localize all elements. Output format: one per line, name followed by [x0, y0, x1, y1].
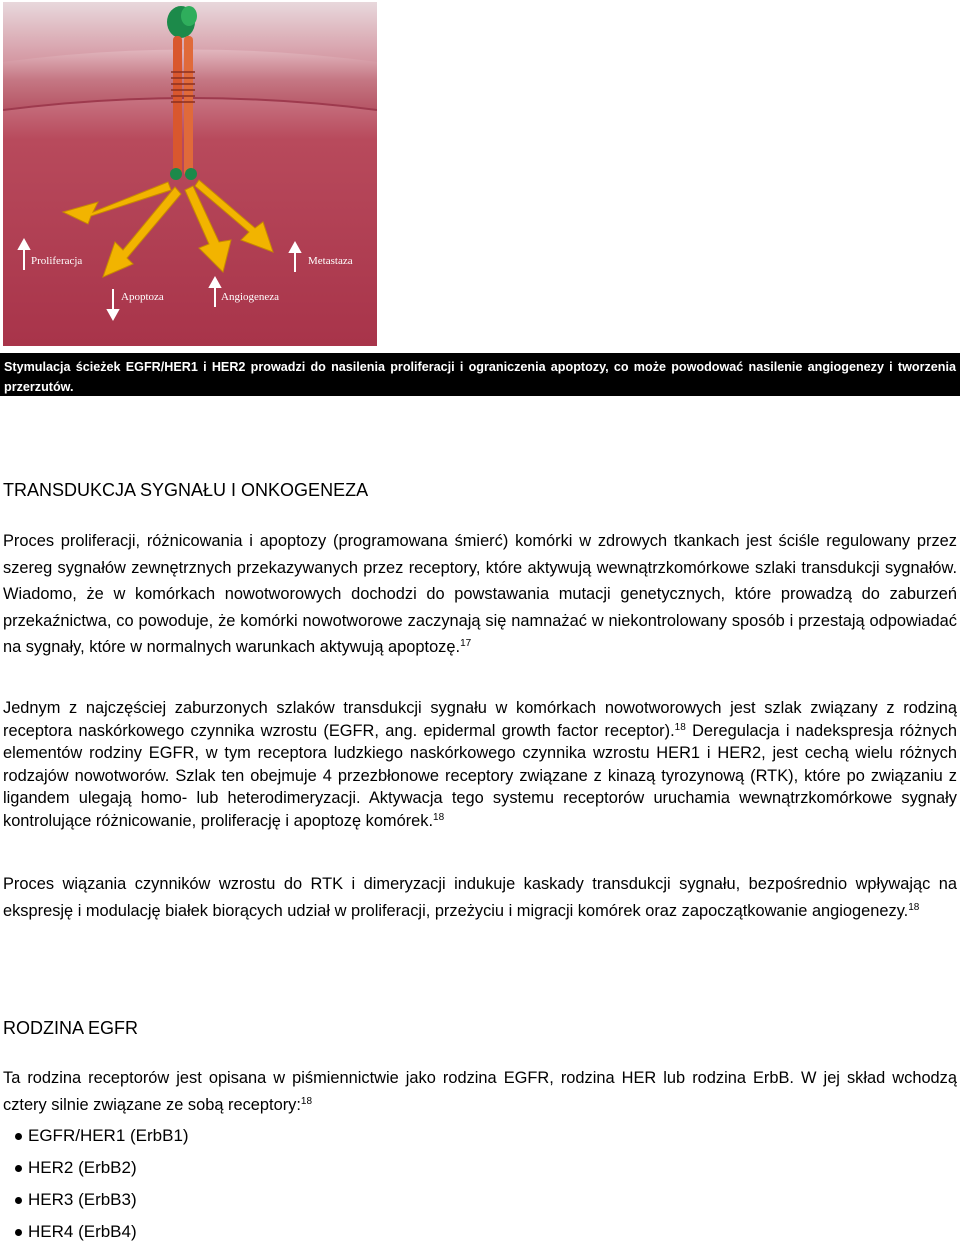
- label-proliferation: Proliferacja: [31, 255, 83, 267]
- label-metastasis: Metastaza: [308, 255, 353, 267]
- section-heading-signal-transduction: TRANSDUKCJA SYGNAŁU I ONKOGENEZA: [3, 480, 369, 500]
- bullet-icon: [15, 1133, 22, 1140]
- bullet-icon: [15, 1229, 22, 1236]
- label-apoptosis: Apoptoza: [121, 291, 164, 303]
- figure-caption: Stymulacja ścieżek EGFR/HER1 i HER2 prowadzi do nasilenia proliferacji i ograniczenia apoptozy, co może powodować nasilenie angiogenezy i tworzenia przerzutów.: [0, 353, 960, 396]
- receptor-illustration: [3, 2, 377, 346]
- paragraph: Ta rodzina receptorów jest opisana w piśmiennictwie jako rodzina EGFR, rodzina HER lub rodzina ErbB. W jej skład wchodzą cztery silnie związane ze sobą receptory:$^{18}$: [3, 1069, 957, 1114]
- list-item: HER4 (ErbB4): [0, 1216, 189, 1248]
- section-heading-egfr-family: RODZINA EGFR: [3, 1018, 139, 1038]
- paragraph: Proces wiązania czynników wzrostu do RTK i dimeryzacji indukuje kaskady transdukcji sygnału, bezpośrednio wpływając na ekspresję i modulację białek biorących udział w proliferacji, przeżyciu i migracji komórek oraz zapoczątkowanie angiogenezy.$^{18}$: [3, 875, 957, 920]
- list-item: EGFR/HER1 (ErbB1): [0, 1120, 189, 1152]
- receptor-list: [0, 1120, 189, 1248]
- bullet-icon: [15, 1197, 22, 1204]
- list-item: HER2 (ErbB2): [0, 1152, 189, 1184]
- paragraph: Jednym z najczęściej zaburzonych szlaków transdukcji sygnału w komórkach nowotworowych jest szlak związany z rodziną receptora naskórkowego czynnika wzrostu (EGFR, ang. epidermal growth factor receptor).$^{18}$ Deregulacja i nadekspresja różnych elementów rodziny EGFR, w tym receptora ludzkiego naskórkowego czynnika wzrostu HER1 i HER2, jest cechą wielu różnych rodzajów nowotworów. Szlak ten obejmuje 4 przezbłonowe receptory związane z kinazą tyrozynową (RTK), które po związaniu z ligandem ulegają homo- lub heterodimeryzacji. Aktywacja tego systemu receptorów uruchamia wewnątrzkomórkowe sygnały kontrolujące różnicowanie, proliferację i apoptozę komórek.$^{18}$: [3, 699, 957, 830]
- paragraph: Proces proliferacji, różnicowania i apoptozy (programowana śmierć) komórki w zdrowych tkankach jest ściśle regulowany przez szereg sygnałów zewnętrznych przekazywanych przez receptory, które aktywują wewnątrzkomórkowe szlaki transdukcji sygnałów. Wiadomo, że w komórkach nowotworowych dochodzi do powstawania mutacji genetycznych, które prowadzą do zaburzeń przekaźnictwa, co powoduje, że komórki nowotworowe zaczynają się namnażać w niekontrolowany sposób i przestają odpowiadać na sygnały, które w normalnych warunkach aktywują apoptozę.$^{17}$: [3, 532, 957, 656]
- bullet-icon: [15, 1165, 22, 1172]
- list-item: HER3 (ErbB3): [0, 1184, 189, 1216]
- label-angiogenesis: Angiogeneza: [221, 291, 280, 303]
